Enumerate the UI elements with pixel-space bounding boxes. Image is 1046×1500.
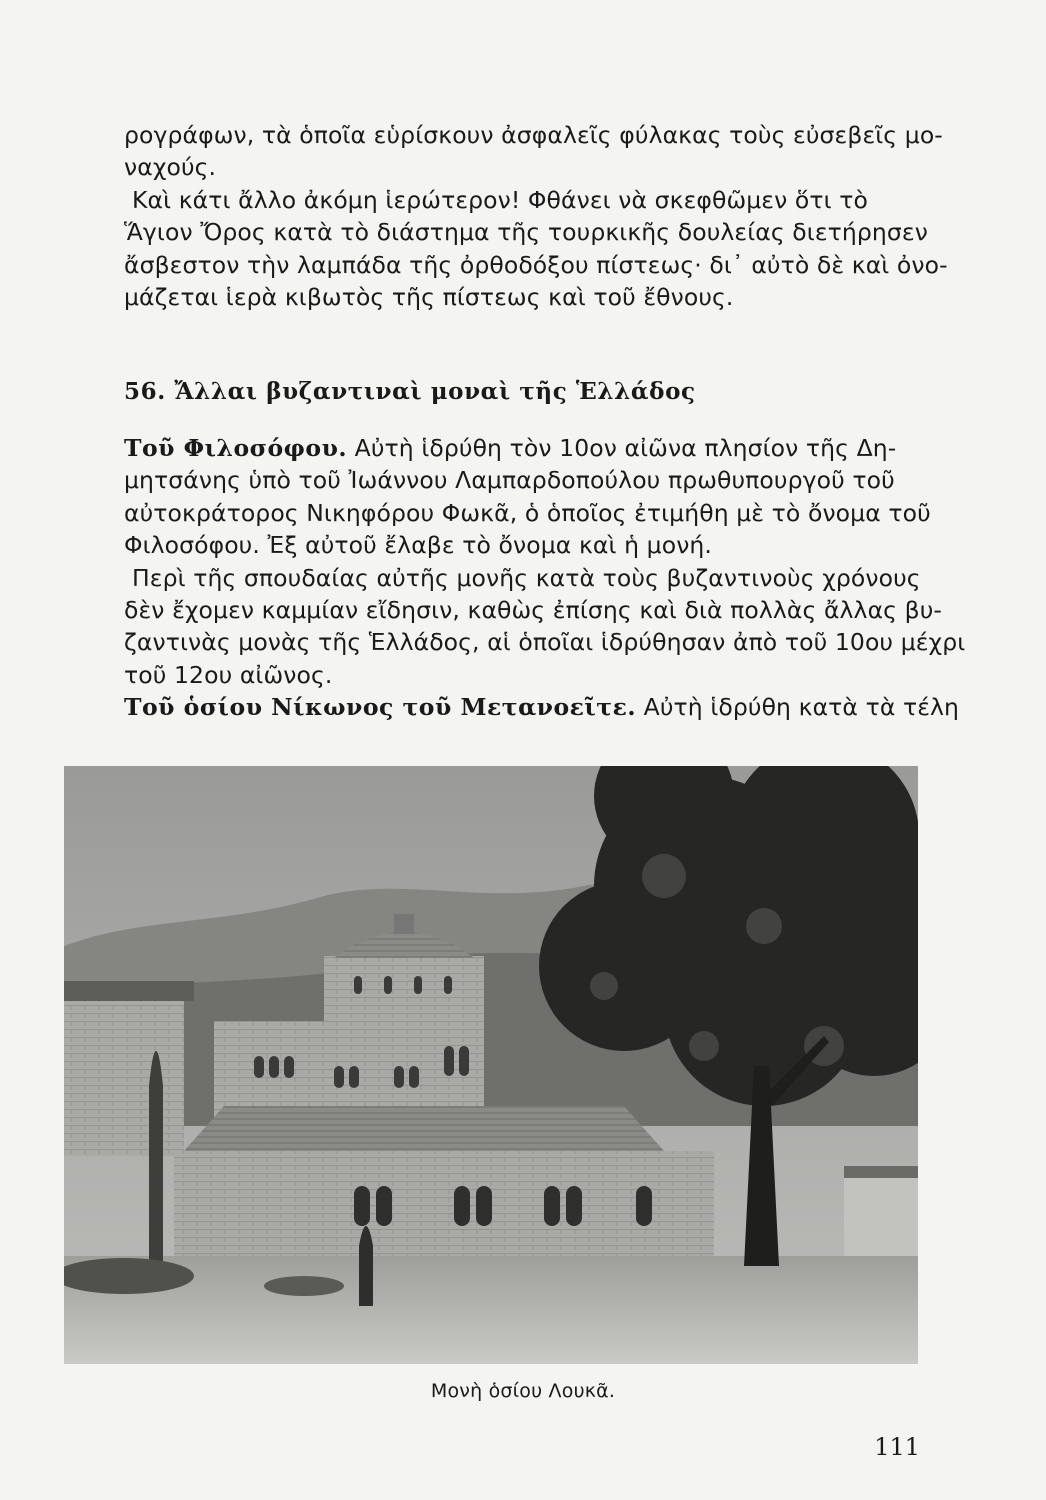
- text-line: Ἅγιον Ὄρος κατὰ τὸ διάστημα τῆς τουρκικῆς δουλείας διετήρησεν: [124, 218, 928, 247]
- photo-caption: Μονὴ ὁσίου Λουκᾶ.: [430, 1380, 616, 1402]
- paragraph-philosophou: [124, 432, 966, 724]
- text-line: αὐτοκράτορος Νικηφόρου Φωκᾶ, ὁ ὁποῖος ἐτιμήθη μὲ τὸ ὄνομα τοῦ: [124, 498, 931, 527]
- text-line: [124, 432, 908, 464]
- bold-lead: Τοῦ Φιλοσόφου.: [124, 434, 348, 462]
- text-line: Καὶ κάτι ἄλλο ἀκόμη ἱερώτερον! Φθάνει νὰ σκεφθῶμεν ὅτι τὸ: [132, 185, 868, 214]
- text-line: ζαντινὰς μονὰς τῆς Ἑλλάδος, αἱ ὁποῖαι ἱδρύθησαν ἀπὸ τοῦ 10ου μέχρι: [124, 628, 966, 657]
- text-line: τοῦ 12ου αἰῶνος.: [124, 660, 333, 689]
- text-line: ναχούς.: [124, 153, 217, 182]
- line-rest: Αὐτὴ ἱδρύθη κατὰ τὰ τέλη: [636, 693, 960, 722]
- text-line: ἄσβεστον τὴν λαμπάδα τῆς ὀρθοδόξου πίστεως· δι᾽ αὐτὸ δὲ καὶ ὀνο-: [124, 250, 948, 279]
- monastery-image: [64, 766, 918, 1364]
- text-line: Φιλοσόφου. Ἐξ αὐτοῦ ἔλαβε τὸ ὄνομα καὶ ἡ μονή.: [124, 531, 712, 560]
- page-number: 111: [874, 1433, 920, 1461]
- monastery-photo: [64, 766, 918, 1364]
- text-line: Περὶ τῆς σπουδαίας αὐτῆς μονῆς κατὰ τοὺς βυζαντινοὺς χρόνους: [132, 563, 921, 592]
- line-rest: Αὐτὴ ἱδρύθη τὸν 10ον αἰῶνα πλησίον τῆς Δη-: [347, 434, 897, 462]
- bold-lead: Τοῦ ὁσίου Νίκωνος τοῦ Μετανοεῖτε.: [124, 693, 637, 722]
- text-line: μάζεται ἱερὰ κιβωτὸς τῆς πίστεως καὶ τοῦ ἔθνους.: [124, 282, 734, 311]
- text-line: μητσάνης ὑπὸ τοῦ Ἰωάννου Λαμπαρδοπούλου πρωθυπουργοῦ τοῦ: [124, 466, 895, 495]
- text-line: [124, 691, 960, 723]
- text-line: ρογράφων, τὰ ὁποῖα εὑρίσκουν ἀσφαλεῖς φύλακας τοὺς εὐσεβεῖς μο-: [124, 121, 943, 149]
- section-heading: 56. Ἄλλαι βυζαντιναὶ μοναὶ τῆς Ἑλλάδος: [124, 378, 696, 405]
- paragraph-top: [124, 119, 948, 313]
- text-line: δὲν ἔχομεν καμμίαν εἴδησιν, καθὼς ἐπίσης καὶ διὰ πολλὰς ἄλλας βυ-: [124, 595, 942, 624]
